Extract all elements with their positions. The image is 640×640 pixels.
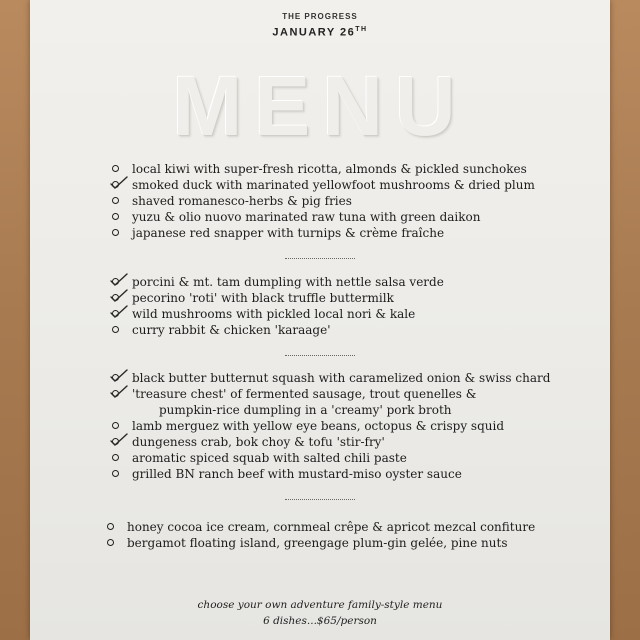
bullet-circle-icon bbox=[112, 165, 119, 172]
date-suffix: TH bbox=[355, 26, 368, 33]
bullet-circle-icon bbox=[112, 454, 119, 461]
menu-item-text: wild mushrooms with pickled local nori & kale bbox=[132, 307, 416, 321]
menu-item-text: pumpkin-rice dumpling in a 'creamy' pork broth bbox=[159, 403, 452, 417]
footer-price: 6 dishes...$65/person bbox=[263, 615, 377, 627]
menu-item-text: dungeness crab, bok choy & tofu 'stir-fry' bbox=[132, 435, 385, 449]
bullet-circle-icon bbox=[107, 539, 114, 546]
bullet-circle-icon bbox=[107, 523, 114, 530]
menu-item-text: aromatic spiced squab with salted chili paste bbox=[132, 451, 407, 465]
section-divider bbox=[285, 499, 355, 500]
menu-item-text: japanese red snapper with turnips & crème fraîche bbox=[132, 226, 445, 240]
section-divider bbox=[285, 355, 355, 356]
menu-item-text: porcini & mt. tam dumpling with nettle salsa verde bbox=[132, 275, 444, 289]
menu-item-text: grilled BN ranch beef with mustard-miso oyster sauce bbox=[132, 467, 462, 481]
handwritten-check-icon bbox=[108, 430, 130, 450]
bullet-circle-icon bbox=[112, 197, 119, 204]
footer-tagline: choose your own adventure family-style menu bbox=[197, 599, 443, 611]
handwritten-check-icon bbox=[108, 173, 130, 193]
menu-item-text: yuzu & olio nuovo marinated raw tuna with green daikon bbox=[132, 210, 481, 224]
bullet-circle-icon bbox=[112, 470, 119, 477]
bullet-circle-icon bbox=[112, 229, 119, 236]
embossed-menu-title: MENU bbox=[172, 59, 468, 153]
menu-item-text: lamb merguez with yellow eye beans, octopus & crispy squid bbox=[132, 419, 505, 433]
date-text: JANUARY 26 bbox=[272, 26, 356, 39]
restaurant-name: THE PROGRESS bbox=[282, 12, 358, 21]
menu-item-text: bergamot floating island, greengage plum-gin gelée, pine nuts bbox=[127, 536, 508, 550]
menu-items bbox=[30, 0, 610, 640]
bullet-circle-icon bbox=[112, 213, 119, 220]
bullet-circle-icon bbox=[112, 422, 119, 429]
menu-item-text: pecorino 'roti' with black truffle buttermilk bbox=[132, 291, 394, 305]
menu-item-text: black butter butternut squash with caramelized onion & swiss chard bbox=[132, 371, 551, 385]
menu-item-text: local kiwi with super-fresh ricotta, almonds & pickled sunchokes bbox=[132, 162, 527, 176]
section-divider bbox=[285, 258, 355, 259]
menu-paper bbox=[30, 0, 610, 640]
menu-item-text: curry rabbit & chicken 'karaage' bbox=[132, 323, 331, 337]
menu-item-text: shaved romanesco-herbs & pig fries bbox=[132, 194, 352, 208]
handwritten-check-icon bbox=[108, 302, 130, 322]
menu-item-text: smoked duck with marinated yellowfoot mushrooms & dried plum bbox=[132, 178, 535, 192]
handwritten-check-icon bbox=[108, 382, 130, 402]
bullet-circle-icon bbox=[112, 326, 119, 333]
menu-item-text: 'treasure chest' of fermented sausage, trout quenelles & bbox=[132, 387, 477, 401]
menu-item-text: honey cocoa ice cream, cornmeal crêpe & apricot mezcal confiture bbox=[127, 520, 536, 534]
